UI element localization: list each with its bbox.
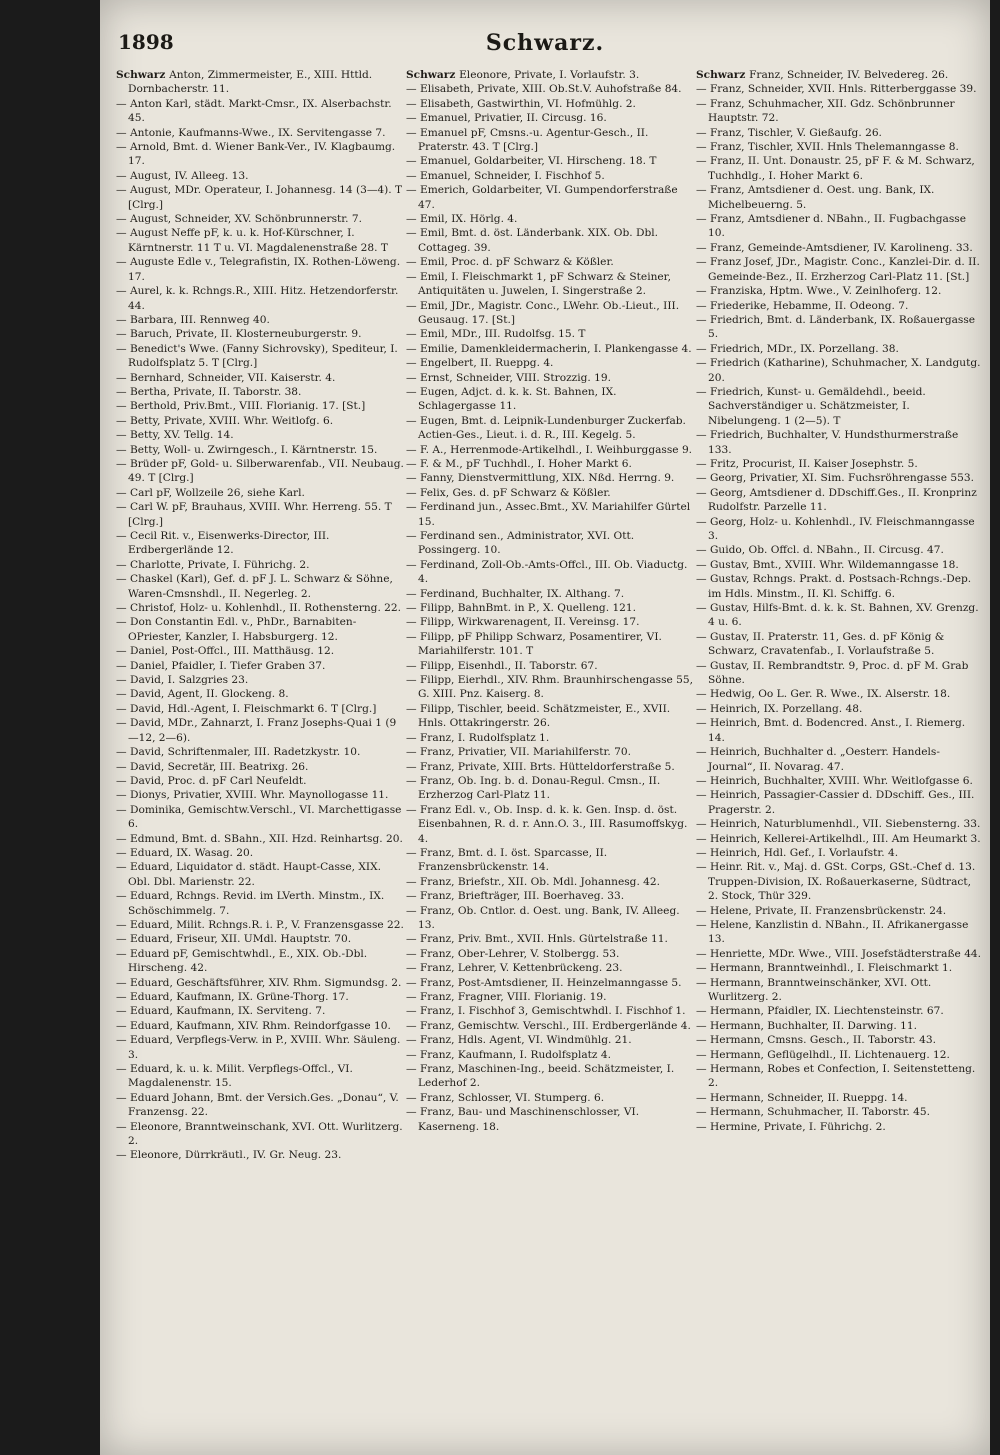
directory-entry: — Georg, Privatier, XI. Sim. Fuchsröhrengasse 553.: [696, 472, 974, 485]
directory-entry: — Elisabeth, Gastwirthin, VI. Hofmühlg. 2.: [406, 97, 636, 110]
directory-entry: — Heinrich, Passagier-Cassier d. DDschiff. Ges., III. Pragerstr. 2.: [696, 789, 975, 816]
directory-entry: — Emilie, Damenkleidermacherin, I. Plankengasse 4.: [406, 342, 692, 355]
directory-entry: — Daniel, Pfaidler, I. Tiefer Graben 37.: [116, 659, 326, 672]
directory-entry: — Heinrich, Buchhalter, XVIII. Whr. Weitlofgasse 6.: [696, 774, 973, 787]
directory-entry: — Franz, Fragner, VIII. Florianig. 19.: [406, 991, 607, 1003]
directory-entry: — Edmund, Bmt. d. SBahn., XII. Hzd. Reinhartsg. 20.: [116, 832, 403, 845]
directory-entry: — August Neffe pF, k. u. k. Hof-Kürschner, I. Kärntnerstr. 11 T u. VI. Magdalenenstraße 28. T: [116, 227, 388, 254]
directory-entry: — Charlotte, Private, I. Führichg. 2.: [116, 558, 310, 571]
directory-entry: — Hermann, Buchhalter, II. Darwing. 11.: [696, 1019, 917, 1032]
directory-entry: — Emanuel pF, Cmsns.-u. Agentur-Gesch., II. Praterstr. 43. T [Clrg.]: [406, 126, 649, 154]
directory-entry: — Emanuel, Schneider, I. Fischhof 5.: [406, 169, 605, 182]
directory-entry: — Franz, Gemischtw. Verschl., III. Erdbergerlände 4.: [406, 1019, 691, 1032]
directory-entry: — Eduard, Geschäftsführer, XIV. Rhm. Sigmundsg. 2.: [116, 976, 402, 989]
directory-entry: — Franz, Tischler, XVII. Hnls Thelemanngasse 8.: [696, 141, 959, 154]
column-left: [116, 68, 404, 1428]
directory-entry: — Dominika, Gemischtw.Verschl., VI. Marchettigasse 6.: [116, 803, 402, 831]
surname-heading: Schwarz: [406, 69, 460, 81]
directory-entry: — Gustav, II. Praterstr. 11, Ges. d. pF König & Schwarz, Cravatenfab., I. Vorlaufstraße 5.: [696, 630, 945, 658]
directory-entry: — Franz, Amtsdiener d. NBahn., II. Fugbachgasse 10.: [696, 213, 966, 240]
directory-entry: — August, IV. Alleeg. 13.: [116, 169, 249, 182]
directory-entry: — Cecil Rit. v., Eisenwerks-Director, III. Erdbergerlände 12.: [116, 530, 330, 557]
directory-entry: Schwarz Franz, Schneider, IV. Belvedereg. 26.: [696, 69, 949, 81]
directory-entry: — Georg, Holz- u. Kohlenhdl., IV. Fleischmanngasse 3.: [696, 515, 975, 542]
directory-entry: — August, Schneider, XV. Schönbrunnerstr. 7.: [116, 213, 363, 226]
directory-entry: Schwarz Eleonore, Private, I. Vorlaufstr. 3.: [406, 69, 640, 81]
directory-entry: — Don Constantin Edl. v., PhDr., Barnabiten-OPriester, Kanzler, I. Habsburgerg. 12.: [116, 616, 357, 643]
directory-entry: — Franz, Ob. Cntlor. d. Oest. ung. Bank, IV. Alleeg. 13.: [406, 904, 680, 931]
directory-entry: — Henriette, MDr. Wwe., VIII. Josefstädterstraße 44.: [696, 947, 982, 960]
directory-entry: — Antonie, Kaufmanns-Wwe., IX. Servitengasse 7.: [116, 126, 386, 139]
directory-entry: — Carl pF, Wollzeile 26, siehe Karl.: [116, 486, 305, 499]
directory-entry: — Heinrich, Hdl. Gef., I. Vorlaufstr. 4.: [696, 846, 899, 859]
directory-entry: — Emil, JDr., Magistr. Conc., LWehr. Ob.-Lieut., III. Geusaug. 17. [St.]: [406, 299, 680, 326]
directory-entry: — Eduard, Milit. Rchngs.R. i. P., V. Franzensgasse 22.: [116, 918, 404, 931]
directory-entry: — Franz, Post-Amtsdiener, II. Heinzelmanngasse 5.: [406, 976, 682, 989]
directory-entry: — Friedrich, Bmt. d. Länderbank, IX. Roßauergasse 5.: [696, 313, 976, 341]
directory-entry: — Emerich, Goldarbeiter, VI. Gumpendorferstraße 47.: [406, 184, 678, 211]
page-number: 1898: [118, 30, 174, 54]
directory-entry: — Franz, Lehrer, V. Kettenbrückeng. 23.: [406, 962, 623, 975]
directory-entry: — Franz, Gemeinde-Amtsdiener, IV. Karolineng. 33.: [696, 241, 973, 254]
directory-entry: — Filipp, Wirkwarenagent, II. Vereinsg. 17.: [406, 616, 640, 629]
directory-entry: — Emil, MDr., III. Rudolfsg. 15. T: [406, 328, 586, 341]
directory-entry: — Friedrich, MDr., IX. Porzellang. 38.: [696, 342, 899, 355]
directory-page: [100, 0, 990, 1455]
directory-entry: — Eduard pF, Gemischtwhdl., E., XIX. Ob.-Dbl. Hirscheng. 42.: [116, 947, 368, 975]
directory-entry: — August, MDr. Operateur, I. Johannesg. 14 (3—4). T [Clrg.]: [116, 184, 403, 211]
directory-entry: — Franziska, Hptm. Wwe., V. Zeinlhoferg. 12.: [696, 285, 942, 298]
directory-entry: — Heinrich, Kellerei-Artikelhdl., III. Am Heumarkt 3.: [696, 832, 981, 845]
directory-entry: — Franz, II. Unt. Donaustr. 25, pF F. & M. Schwarz, Tuchhdlg., I. Hoher Markt 6.: [696, 155, 975, 182]
directory-entry: — David, MDr., Zahnarzt, I. Franz Josephs-Quai 1 (9—12, 2—6).: [116, 717, 397, 744]
directory-entry: Schwarz Anton, Zimmermeister, E., XIII. Httld. Dornbacherstr. 11.: [116, 69, 373, 96]
directory-entry: — Franz, Ober-Lehrer, V. Stolbergg. 53.: [406, 947, 620, 960]
directory-entry: — David, Agent, II. Glockeng. 8.: [116, 688, 289, 701]
directory-entry: — Franz, Tischler, V. Gießaufg. 26.: [696, 126, 882, 139]
directory-entry: — Franz, Bau- und Maschinenschlosser, VI. Kaserneng. 18.: [406, 1106, 640, 1133]
directory-entry: — Filipp, Eierhdl., XIV. Rhm. Braunhirschengasse 55, G. XIII. Pnz. Kaiserg. 8.: [406, 674, 693, 701]
directory-entry: — Hermann, Branntweinschänker, XVI. Ott. Wurlitzerg. 2.: [696, 976, 932, 1003]
directory-entry: — Brüder pF, Gold- u. Silberwarenfab., VII. Neubaug. 49. T [Clrg.]: [116, 457, 404, 485]
page-title: Schwarz.: [485, 30, 605, 56]
directory-entry: — Franz, Amtsdiener d. Oest. ung. Bank, IX. Michelbeuerng. 5.: [696, 184, 935, 211]
directory-entry: — Baruch, Private, II. Klosterneuburgerstr. 9.: [116, 328, 362, 341]
directory-entry: — Filipp, Tischler, beeid. Schätzmeister, E., XVII. Hnls. Ottakringerstr. 26.: [406, 702, 671, 730]
directory-entry: — Berthold, Priv.Bmt., VIII. Florianig. 17. [St.]: [116, 400, 366, 413]
directory-entry: — Betty, XV. Tellg. 14.: [116, 429, 234, 442]
directory-entry: — Aurel, k. k. Rchngs.R., XIII. Hitz. Hetzendorferstr. 44.: [116, 285, 399, 312]
directory-entry: — David, Proc. d. pF Carl Neufeldt.: [116, 774, 307, 787]
directory-entry: — Franz, Schneider, XVII. Hnls. Ritterberggasse 39.: [696, 83, 977, 96]
directory-entry: — Betty, Woll- u. Zwirngesch., I. Kärntnerstr. 15.: [116, 443, 378, 456]
directory-entry: — Eduard, IX. Wasag. 20.: [116, 846, 254, 859]
directory-entry: — Franz, Briefstr., XII. Ob. Mdl. Johannesg. 42.: [406, 875, 661, 888]
directory-entry: — Christof, Holz- u. Kohlenhdl., II. Rothensterng. 22.: [116, 602, 402, 615]
directory-entry: — Hermann, Pfaidler, IX. Liechtensteinstr. 67.: [696, 1005, 944, 1018]
directory-entry: — Betty, Private, XVIII. Whr. Weitlofg. 6.: [116, 414, 334, 427]
directory-entry: — Franz, Private, XIII. Brts. Hütteldorferstraße 5.: [406, 760, 675, 773]
directory-entry: — Emanuel, Goldarbeiter, VI. Hirscheng. 18. T: [406, 155, 657, 168]
directory-entry: — Friederike, Hebamme, II. Odeong. 7.: [696, 299, 909, 312]
directory-entry: — Heinrich, Buchhalter d. „Oesterr. Handels-Journal“, II. Novarag. 47.: [696, 746, 940, 773]
directory-entry: — Eduard, Kaufmann, XIV. Rhm. Reindorfgasse 10.: [116, 1019, 391, 1032]
directory-entry: — Anton Karl, städt. Markt-Cmsr., IX. Alserbachstr. 45.: [116, 97, 392, 125]
directory-entry: — Eduard, Friseur, XII. UMdl. Hauptstr. 70.: [116, 933, 352, 946]
directory-entry: — F. & M., pF Tuchhdl., I. Hoher Markt 6.: [406, 457, 632, 470]
directory-entry: — Franz, Bmt. d. I. öst. Sparcasse, II. Franzensbrückenstr. 14.: [406, 846, 608, 874]
directory-entry: — Auguste Edle v., Telegrafistin, IX. Rothen-Löweng. 17.: [116, 256, 401, 283]
directory-entry: — Franz, Priv. Bmt., XVII. Hnls. Gürtelstraße 11.: [406, 933, 668, 946]
directory-entry: — Heinrich, Bmt. d. Bodencred. Anst., I. Riemerg. 14.: [696, 717, 966, 744]
directory-entry: — Franz, Hdls. Agent, VI. Windmühlg. 21.: [406, 1034, 632, 1047]
directory-entry: — Arnold, Bmt. d. Wiener Bank-Ver., IV. Klagbaumg. 17.: [116, 141, 396, 168]
directory-entry: — Franz Edl. v., Ob. Insp. d. k. k. Gen. Insp. d. öst. Eisenbahnen, R. d. r. Ann.O. 3., III. Rasumoffskyg. 4.: [406, 803, 688, 845]
directory-entry: — Fanny, Dienstvermittlung, XIX. Nßd. Herrng. 9.: [406, 472, 675, 485]
directory-entry: — Hermann, Schuhmacher, II. Taborstr. 45.: [696, 1106, 931, 1119]
directory-entry: — Eugen, Adjct. d. k. k. St. Bahnen, IX. Schlagergasse 11.: [406, 385, 617, 413]
directory-entry: — Daniel, Post-Offcl., III. Matthäusg. 12.: [116, 645, 335, 658]
directory-entry: — Eduard Johann, Bmt. der Versich.Ges. „Donau“, V. Franzensg. 22.: [116, 1091, 399, 1119]
column-middle: [406, 68, 694, 1428]
directory-entry: — Engelbert, II. Rueppg. 4.: [406, 357, 554, 370]
directory-entry: — David, Schriftenmaler, III. Radetzkystr. 10.: [116, 746, 361, 759]
surname-heading: Schwarz: [696, 69, 750, 81]
directory-entry: — Hermann, Robes et Confection, I. Seitenstetteng. 2.: [696, 1063, 976, 1090]
directory-entry: — Eduard, k. u. k. Milit. Verpflegs-Offcl., VI. Magdalenenstr. 15.: [116, 1063, 353, 1090]
directory-entry: — Bernhard, Schneider, VII. Kaiserstr. 4.: [116, 371, 336, 384]
directory-entry: — Eleonore, Branntweinschank, XVI. Ott. Wurlitzerg. 2.: [116, 1120, 403, 1148]
directory-entry: — Eugen, Bmt. d. Leipnik-Lundenburger Zuckerfab. Actien-Ges., Lieut. i. d. R., III. Kegelg. 5.: [406, 414, 686, 442]
directory-entry: — Barbara, III. Rennweg 40.: [116, 313, 270, 326]
directory-entry: — Eduard, Kaufmann, IX. Grüne-Thorg. 17.: [116, 991, 349, 1003]
directory-entry: — David, Hdl.-Agent, I. Fleischmarkt 6. T [Clrg.]: [116, 702, 377, 715]
directory-entry: — Helene, Kanzlistin d. NBahn., II. Afrikanergasse 13.: [696, 918, 969, 946]
directory-entry: — Helene, Private, II. Franzensbrückenstr. 24.: [696, 904, 947, 917]
directory-entry: — David, I. Salzgries 23.: [116, 674, 249, 687]
directory-entry: — Ernst, Schneider, VIII. Strozzig. 19.: [406, 371, 611, 384]
directory-entry: — Filipp, pF Philipp Schwarz, Posamentirer, VI. Mariahilferstr. 101. T: [406, 630, 662, 658]
directory-entry: — Hermann, Schneider, II. Rueppg. 14.: [696, 1091, 908, 1104]
directory-entry: — Franz, I. Rudolfsplatz 1.: [406, 731, 550, 744]
directory-entry: — Benedict's Wwe. (Fanny Sichrovsky), Spediteur, I. Rudolfsplatz 5. T [Clrg.]: [116, 342, 398, 370]
directory-entry: — Heinrich, IX. Porzellang. 48.: [696, 702, 863, 715]
directory-entry: — Eduard, Liquidator d. städt. Haupt-Casse, XIX. Obl. Dbl. Marienstr. 22.: [116, 861, 382, 888]
directory-entry: — Hermine, Private, I. Führichg. 2.: [696, 1120, 886, 1133]
directory-entry: — Ferdinand sen., Administrator, XVI. Ott. Possingerg. 10.: [406, 530, 635, 557]
directory-entry: — Franz Josef, JDr., Magistr. Conc., Kanzlei-Dir. d. II. Gemeinde-Bez., II. Erzherzog Carl-Platz 11. [St.]: [696, 256, 980, 283]
directory-entry: — Chaskel (Karl), Gef. d. pF J. L. Schwarz & Söhne, Waren-Cmsnshdl., II. Negerleg. 2.: [116, 573, 393, 600]
directory-entry: — Friedrich, Buchhalter, V. Hundsthurmerstraße 133.: [696, 429, 959, 456]
directory-entry: — Franz, Schlosser, VI. Stumperg. 6.: [406, 1091, 605, 1104]
directory-entry: — Franz, Ob. Ing. b. d. Donau-Regul. Cmsn., II. Erzherzog Carl-Platz 11.: [406, 774, 661, 802]
column-right: [696, 68, 984, 1428]
directory-entry: — Emil, Proc. d. pF Schwarz & Kößler.: [406, 256, 614, 269]
directory-entry: — Felix, Ges. d. pF Schwarz & Kößler.: [406, 486, 611, 499]
directory-entry: — Heinr. Rit. v., Maj. d. GSt. Corps, GSt.-Chef d. 13. Truppen-Division, IX. Roßauerkaserne, Südtract, 2. Stock, Thür 329.: [696, 861, 976, 903]
directory-entry: — Hermann, Branntweinhdl., I. Fleischmarkt 1.: [696, 962, 953, 975]
directory-entry: — Franz, Briefträger, III. Boerhaveg. 33.: [406, 890, 625, 903]
directory-entry: — Gustav, Bmt., XVIII. Whr. Wildemanngasse 18.: [696, 558, 959, 571]
directory-entry: — Eduard, Kaufmann, IX. Serviteng. 7.: [116, 1005, 326, 1018]
directory-entry: — Franz, Maschinen-Ing., beeid. Schätzmeister, I. Lederhof 2.: [406, 1063, 675, 1090]
directory-entry: — Hermann, Cmsns. Gesch., II. Taborstr. 43.: [696, 1034, 936, 1047]
directory-entry: — Franz, I. Fischhof 3, Gemischtwhdl. I. Fischhof 1.: [406, 1005, 686, 1018]
surname-heading: Schwarz: [116, 69, 170, 81]
directory-entry: — Gustav, Rchngs. Prakt. d. Postsach-Rchngs.-Dep. im Hdls. Minstm., II. Kl. Schiffg. 6.: [696, 573, 972, 600]
directory-entry: — Elisabeth, Private, XIII. Ob.St.V. Auhofstraße 84.: [406, 83, 682, 96]
directory-entry: — Friedrich (Katharine), Schuhmacher, X. Landgutg. 20.: [696, 357, 981, 384]
directory-entry: — F. A., Herrenmode-Artikelhdl., I. Weihburggasse 9.: [406, 443, 693, 456]
directory-entry: — Eduard, Rchngs. Revid. im LVerth. Minstm., IX. Schöschimmelg. 7.: [116, 890, 385, 917]
directory-entry: — Filipp, Eisenhdl., II. Taborstr. 67.: [406, 659, 598, 672]
directory-entry: — David, Secretär, III. Beatrixg. 26.: [116, 760, 309, 773]
directory-entry: — Hedwig, Oo L. Ger. R. Wwe., IX. Alserstr. 18.: [696, 688, 951, 701]
directory-entry: — Ferdinand, Zoll-Ob.-Amts-Offcl., III. Ob. Viaductg. 4.: [406, 558, 688, 586]
directory-entry: — Friedrich, Kunst- u. Gemäldehdl., beeid. Sachverständiger u. Schätzmeister, I. Nibelungeng. 1 (2—5). T: [696, 385, 926, 427]
directory-entry: — Fritz, Procurist, II. Kaiser Josephstr. 5.: [696, 457, 918, 470]
directory-entry: — Dionys, Privatier, XVIII. Whr. Maynollogasse 11.: [116, 789, 389, 802]
directory-entry: — Emil, I. Fleischmarkt 1, pF Schwarz & Steiner, Antiquitäten u. Juwelen, I. Singerstraße 2.: [406, 270, 671, 298]
directory-entry: — Georg, Amtsdiener d. DDschiff.Ges., II. Kronprinz Rudolfstr. Parzelle 11.: [696, 486, 977, 514]
directory-entry: — Ferdinand, Buchhalter, IX. Althang. 7.: [406, 587, 625, 600]
directory-entry: — Guido, Ob. Offcl. d. NBahn., II. Circusg. 47.: [696, 544, 944, 557]
directory-entry: — Emanuel, Privatier, II. Circusg. 16.: [406, 112, 607, 125]
directory-entry: — Franz, Privatier, VII. Mariahilferstr. 70.: [406, 746, 631, 759]
directory-entry: — Filipp, BahnBmt. in P., X. Quelleng. 121.: [406, 602, 637, 615]
directory-entry: — Hermann, Geflügelhdl., II. Lichtenauerg. 12.: [696, 1048, 950, 1061]
directory-entry: — Gustav, II. Rembrandtstr. 9, Proc. d. pF M. Grab Söhne.: [696, 659, 969, 687]
directory-entry: — Ferdinand jun., Assec.Bmt., XV. Mariahilfer Gürtel 15.: [406, 501, 691, 528]
directory-entry: — Gustav, Hilfs-Bmt. d. k. k. St. Bahnen, XV. Grenzg. 4 u. 6.: [696, 602, 979, 629]
directory-entry: — Franz, Schuhmacher, XII. Gdz. Schönbrunner Hauptstr. 72.: [696, 97, 955, 125]
directory-entry: — Franz, Kaufmann, I. Rudolfsplatz 4.: [406, 1048, 611, 1061]
directory-entry: — Eleonore, Dürrkräutl., IV. Gr. Neug. 23.: [116, 1149, 342, 1162]
directory-entry: — Heinrich, Naturblumenhdl., VII. Siebensterng. 33.: [696, 818, 981, 831]
directory-entry: — Emil, Bmt. d. öst. Länderbank. XIX. Ob. Dbl. Cottageg. 39.: [406, 227, 658, 254]
directory-entry: — Emil, IX. Hörlg. 4.: [406, 213, 518, 226]
directory-entry: — Carl W. pF, Brauhaus, XVIII. Whr. Herreng. 55. T [Clrg.]: [116, 501, 392, 528]
directory-entry: — Eduard, Verpflegs-Verw. in P., XVIII. Whr. Säuleng. 3.: [116, 1034, 401, 1061]
directory-entry: — Bertha, Private, II. Taborstr. 38.: [116, 385, 302, 398]
